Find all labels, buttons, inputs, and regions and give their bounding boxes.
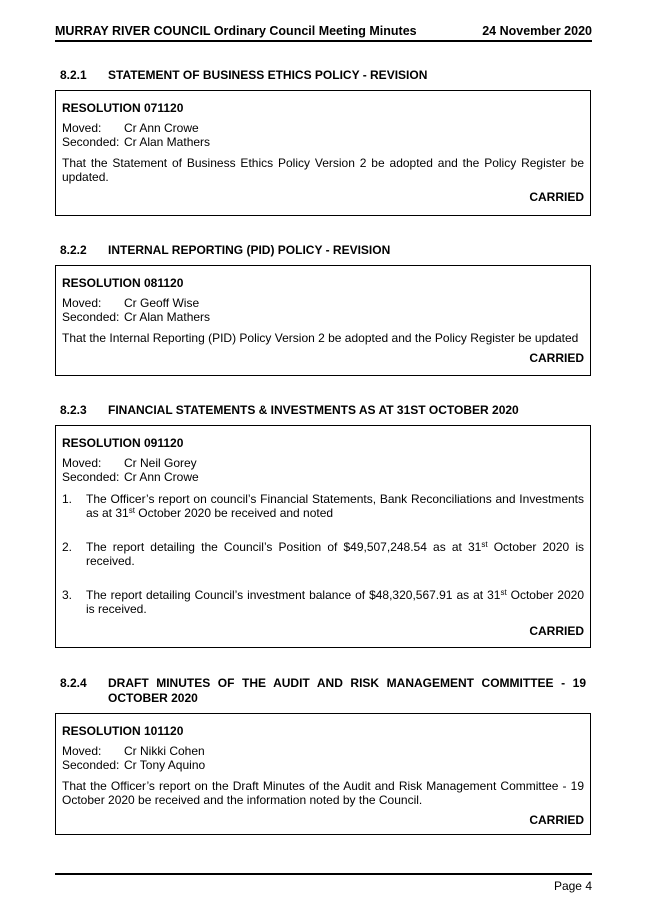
section-heading — [60, 68, 586, 83]
moved-by: Cr Ann Crowe — [124, 121, 199, 135]
page-number: Page 4 — [553, 879, 592, 893]
header-rule — [55, 40, 592, 42]
resolution-box — [55, 713, 591, 835]
section-number: 8.2.4 — [60, 676, 87, 690]
header-date: 24 November 2020 — [482, 24, 592, 38]
resolution-list — [62, 492, 584, 616]
carried-label: CARRIED — [529, 813, 584, 827]
ordinal-suffix: st — [481, 540, 488, 549]
moved-by: Cr Nikki Cohen — [124, 744, 205, 758]
moved-by: Cr Neil Gorey — [124, 456, 197, 470]
section-title: FINANCIAL STATEMENTS & INVESTMENTS AS AT 31ST OCTOBER 2020 — [108, 403, 519, 417]
section-heading — [60, 676, 586, 706]
carried-label: CARRIED — [529, 351, 584, 365]
moved-label: Moved: — [62, 456, 102, 470]
carried-label: CARRIED — [529, 190, 584, 204]
list-item-text — [86, 492, 584, 520]
list-item-text — [86, 540, 584, 568]
footer-rule — [55, 873, 592, 875]
seconded-row — [62, 470, 584, 484]
list-item-number: 1. — [62, 492, 73, 506]
list-item-text-start: The report detailing Council’s investment balance of $48,320,567.91 as at 31 — [86, 588, 501, 602]
seconded-row — [62, 310, 584, 324]
moved-row — [62, 744, 584, 758]
header-title: MURRAY RIVER COUNCIL Ordinary Council Meeting Minutes — [55, 24, 417, 38]
moved-label: Moved: — [62, 296, 102, 310]
moved-label: Moved: — [62, 121, 102, 135]
list-item-text-start: The report detailing the Council’s Position of $49,507,248.54 as at 31 — [86, 540, 482, 554]
seconded-row — [62, 758, 584, 772]
seconded-label: Seconded: — [62, 758, 120, 772]
moved-row — [62, 296, 584, 310]
resolution-number: RESOLUTION 101120 — [62, 724, 184, 738]
resolution-box — [55, 425, 591, 648]
resolution-box — [55, 90, 591, 216]
seconded-label: Seconded: — [62, 135, 120, 149]
moved-label: Moved: — [62, 744, 102, 758]
resolution-box — [55, 265, 591, 376]
moved-row — [62, 456, 584, 470]
page-header — [55, 23, 592, 39]
list-item-number: 2. — [62, 540, 73, 554]
section-title: STATEMENT OF BUSINESS ETHICS POLICY - REVISION — [108, 68, 428, 82]
section-number: 8.2.2 — [60, 243, 87, 257]
resolution-text: That the Statement of Business Ethics Policy Version 2 be adopted and the Policy Register be updated. — [62, 156, 584, 184]
list-item — [62, 588, 584, 616]
seconded-by: Cr Alan Mathers — [124, 310, 211, 324]
resolution-text: That the Internal Reporting (PID) Policy Version 2 be adopted and the Policy Register be updated — [62, 331, 579, 345]
section-number: 8.2.1 — [60, 68, 87, 82]
list-item-text-end: October 2020 is received. — [86, 540, 584, 568]
resolution-number: RESOLUTION 091120 — [62, 436, 184, 450]
list-item-text-end: October 2020 be received and noted — [134, 506, 334, 520]
seconded-by: Cr Alan Mathers — [124, 135, 211, 149]
list-item-number: 3. — [62, 588, 73, 602]
section-heading — [60, 243, 586, 258]
resolution-number: RESOLUTION 071120 — [62, 101, 184, 115]
resolution-text: That the Officer’s report on the Draft Minutes of the Audit and Risk Management Committee - 19 October 2020 be received and the information noted by the Council. — [62, 779, 584, 807]
moved-row — [62, 121, 584, 135]
list-item-text-end: October 2020 is received. — [86, 588, 584, 616]
list-item — [62, 492, 584, 520]
seconded-by: Cr Tony Aquino — [124, 758, 206, 772]
list-item — [62, 540, 584, 568]
seconded-row — [62, 135, 584, 149]
carried-label: CARRIED — [529, 624, 584, 638]
section-title: INTERNAL REPORTING (PID) POLICY - REVISION — [108, 243, 391, 257]
seconded-by: Cr Ann Crowe — [124, 470, 199, 484]
section-heading — [60, 403, 586, 418]
ordinal-suffix: st — [128, 506, 135, 515]
section-number: 8.2.3 — [60, 403, 87, 417]
section-title: DRAFT MINUTES OF THE AUDIT AND RISK MANAGEMENT COMMITTEE - 19 OCTOBER 2020 — [108, 676, 586, 705]
ordinal-suffix: st — [500, 588, 507, 597]
resolution-number: RESOLUTION 081120 — [62, 276, 184, 290]
moved-by: Cr Geoff Wise — [124, 296, 200, 310]
list-item-text — [86, 588, 584, 616]
seconded-label: Seconded: — [62, 470, 120, 484]
seconded-label: Seconded: — [62, 310, 120, 324]
list-item-text-start: The Officer’s report on council’s Financial Statements, Bank Reconciliations and Investments as at 31 — [86, 492, 584, 520]
